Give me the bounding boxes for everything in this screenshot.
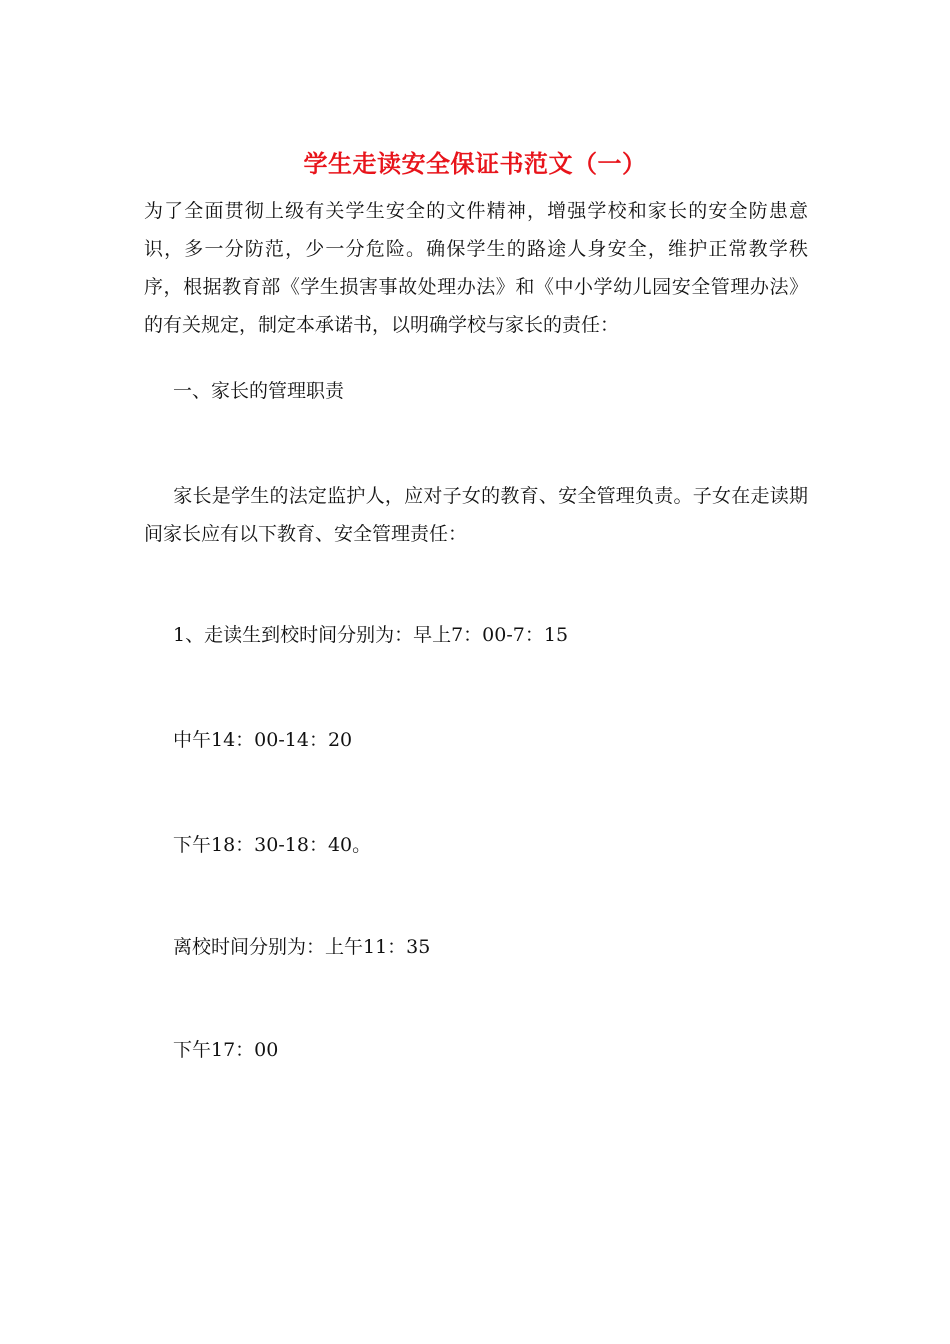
arrival-time-line: 1、走读生到校时间分别为：早上7：00-7：15 (173, 624, 569, 646)
section-heading: 一、家长的管理职责 (173, 380, 345, 402)
noon-time-line: 中午14：00-14：20 (173, 729, 353, 751)
leave-afternoon-line: 下午17：00 (173, 1039, 279, 1061)
intro-paragraph: 为了全面贯彻上级有关学生安全的文件精神，增强学校和家长的安全防患意识，多一分防范，少一分危险。确保学生的路途人身安全，维护正常教学秩序，根据教育部《学生损害事故处理办法》和《中小学幼儿园安全管理办法》的有关规定，制定本承诺书，以明确学校与家长的责任： (144, 200, 808, 336)
afternoon-time-line: 下午18：30-18：40。 (173, 834, 372, 856)
document-title: 学生走读安全保证书范文（一） (303, 149, 647, 178)
leave-time-line: 离校时间分别为：上午11：35 (173, 936, 431, 958)
section-body-paragraph (144, 477, 808, 553)
section-body-text: 家长是学生的法定监护人，应对子女的教育、安全管理负责。子女在走读期间家长应有以下教育、安全管理责任： (144, 485, 808, 545)
